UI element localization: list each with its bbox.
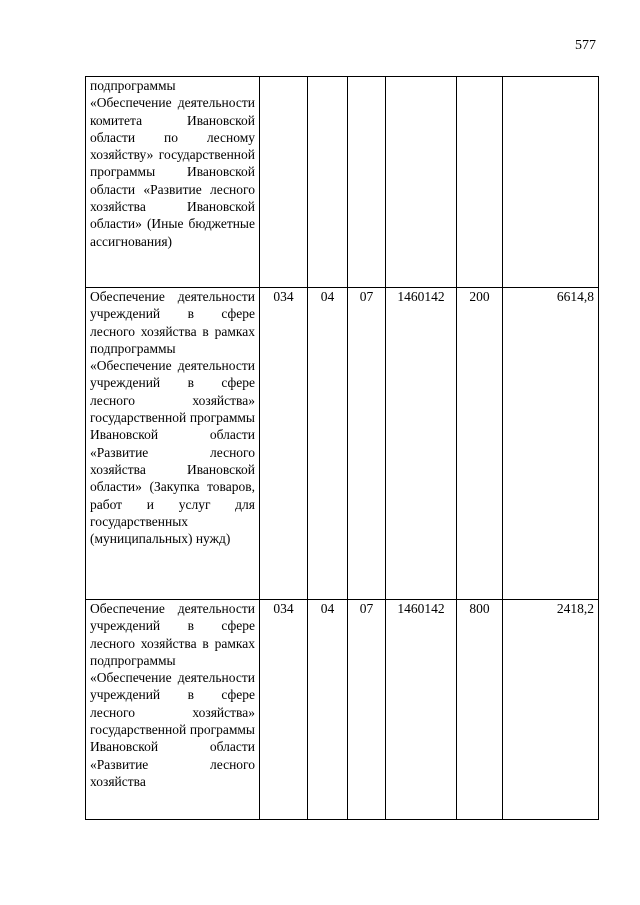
section-code	[308, 77, 348, 288]
table-row	[86, 600, 599, 820]
department-code	[260, 77, 308, 288]
section-code: 04	[308, 288, 348, 600]
target-item-code: 1460142	[386, 600, 457, 820]
amount: 6614,8	[503, 288, 599, 600]
target-item-code	[386, 77, 457, 288]
row-description: Обеспечение деятельности учреждений в сфере лесного хозяйства в рамках подпрограммы «Обеспечение деятельности учреждений в сфере лесного хозяйства» государственной программы Ивановской области «Развитие лесного хозяйства Ивановской области» (Закупка товаров, работ и услуг для государственных (муниципальных) нужд)	[86, 288, 260, 600]
budget-table	[85, 76, 599, 820]
amount	[503, 77, 599, 288]
subsection-code: 07	[348, 600, 386, 820]
department-code: 034	[260, 600, 308, 820]
table-row	[86, 77, 599, 288]
target-item-code: 1460142	[386, 288, 457, 600]
section-code: 04	[308, 600, 348, 820]
row-description: подпрограммы «Обеспечение деятельности комитета Ивановской области по лесному хозяйству» государственной программы Ивановской области «Развитие лесного хозяйства Ивановской области» (Иные бюджетные ассигнования)	[86, 77, 260, 288]
page-number: 577	[575, 38, 596, 53]
subsection-code: 07	[348, 288, 386, 600]
department-code: 034	[260, 288, 308, 600]
expense-type-code: 800	[457, 600, 503, 820]
amount: 2418,2	[503, 600, 599, 820]
table-row	[86, 288, 599, 600]
expense-type-code	[457, 77, 503, 288]
row-description: Обеспечение деятельности учреждений в сфере лесного хозяйства в рамках подпрограммы «Обеспечение деятельности учреждений в сфере лесного хозяйства» государственной программы Ивановской области «Развитие лесного хозяйства	[86, 600, 260, 820]
expense-type-code: 200	[457, 288, 503, 600]
subsection-code	[348, 77, 386, 288]
